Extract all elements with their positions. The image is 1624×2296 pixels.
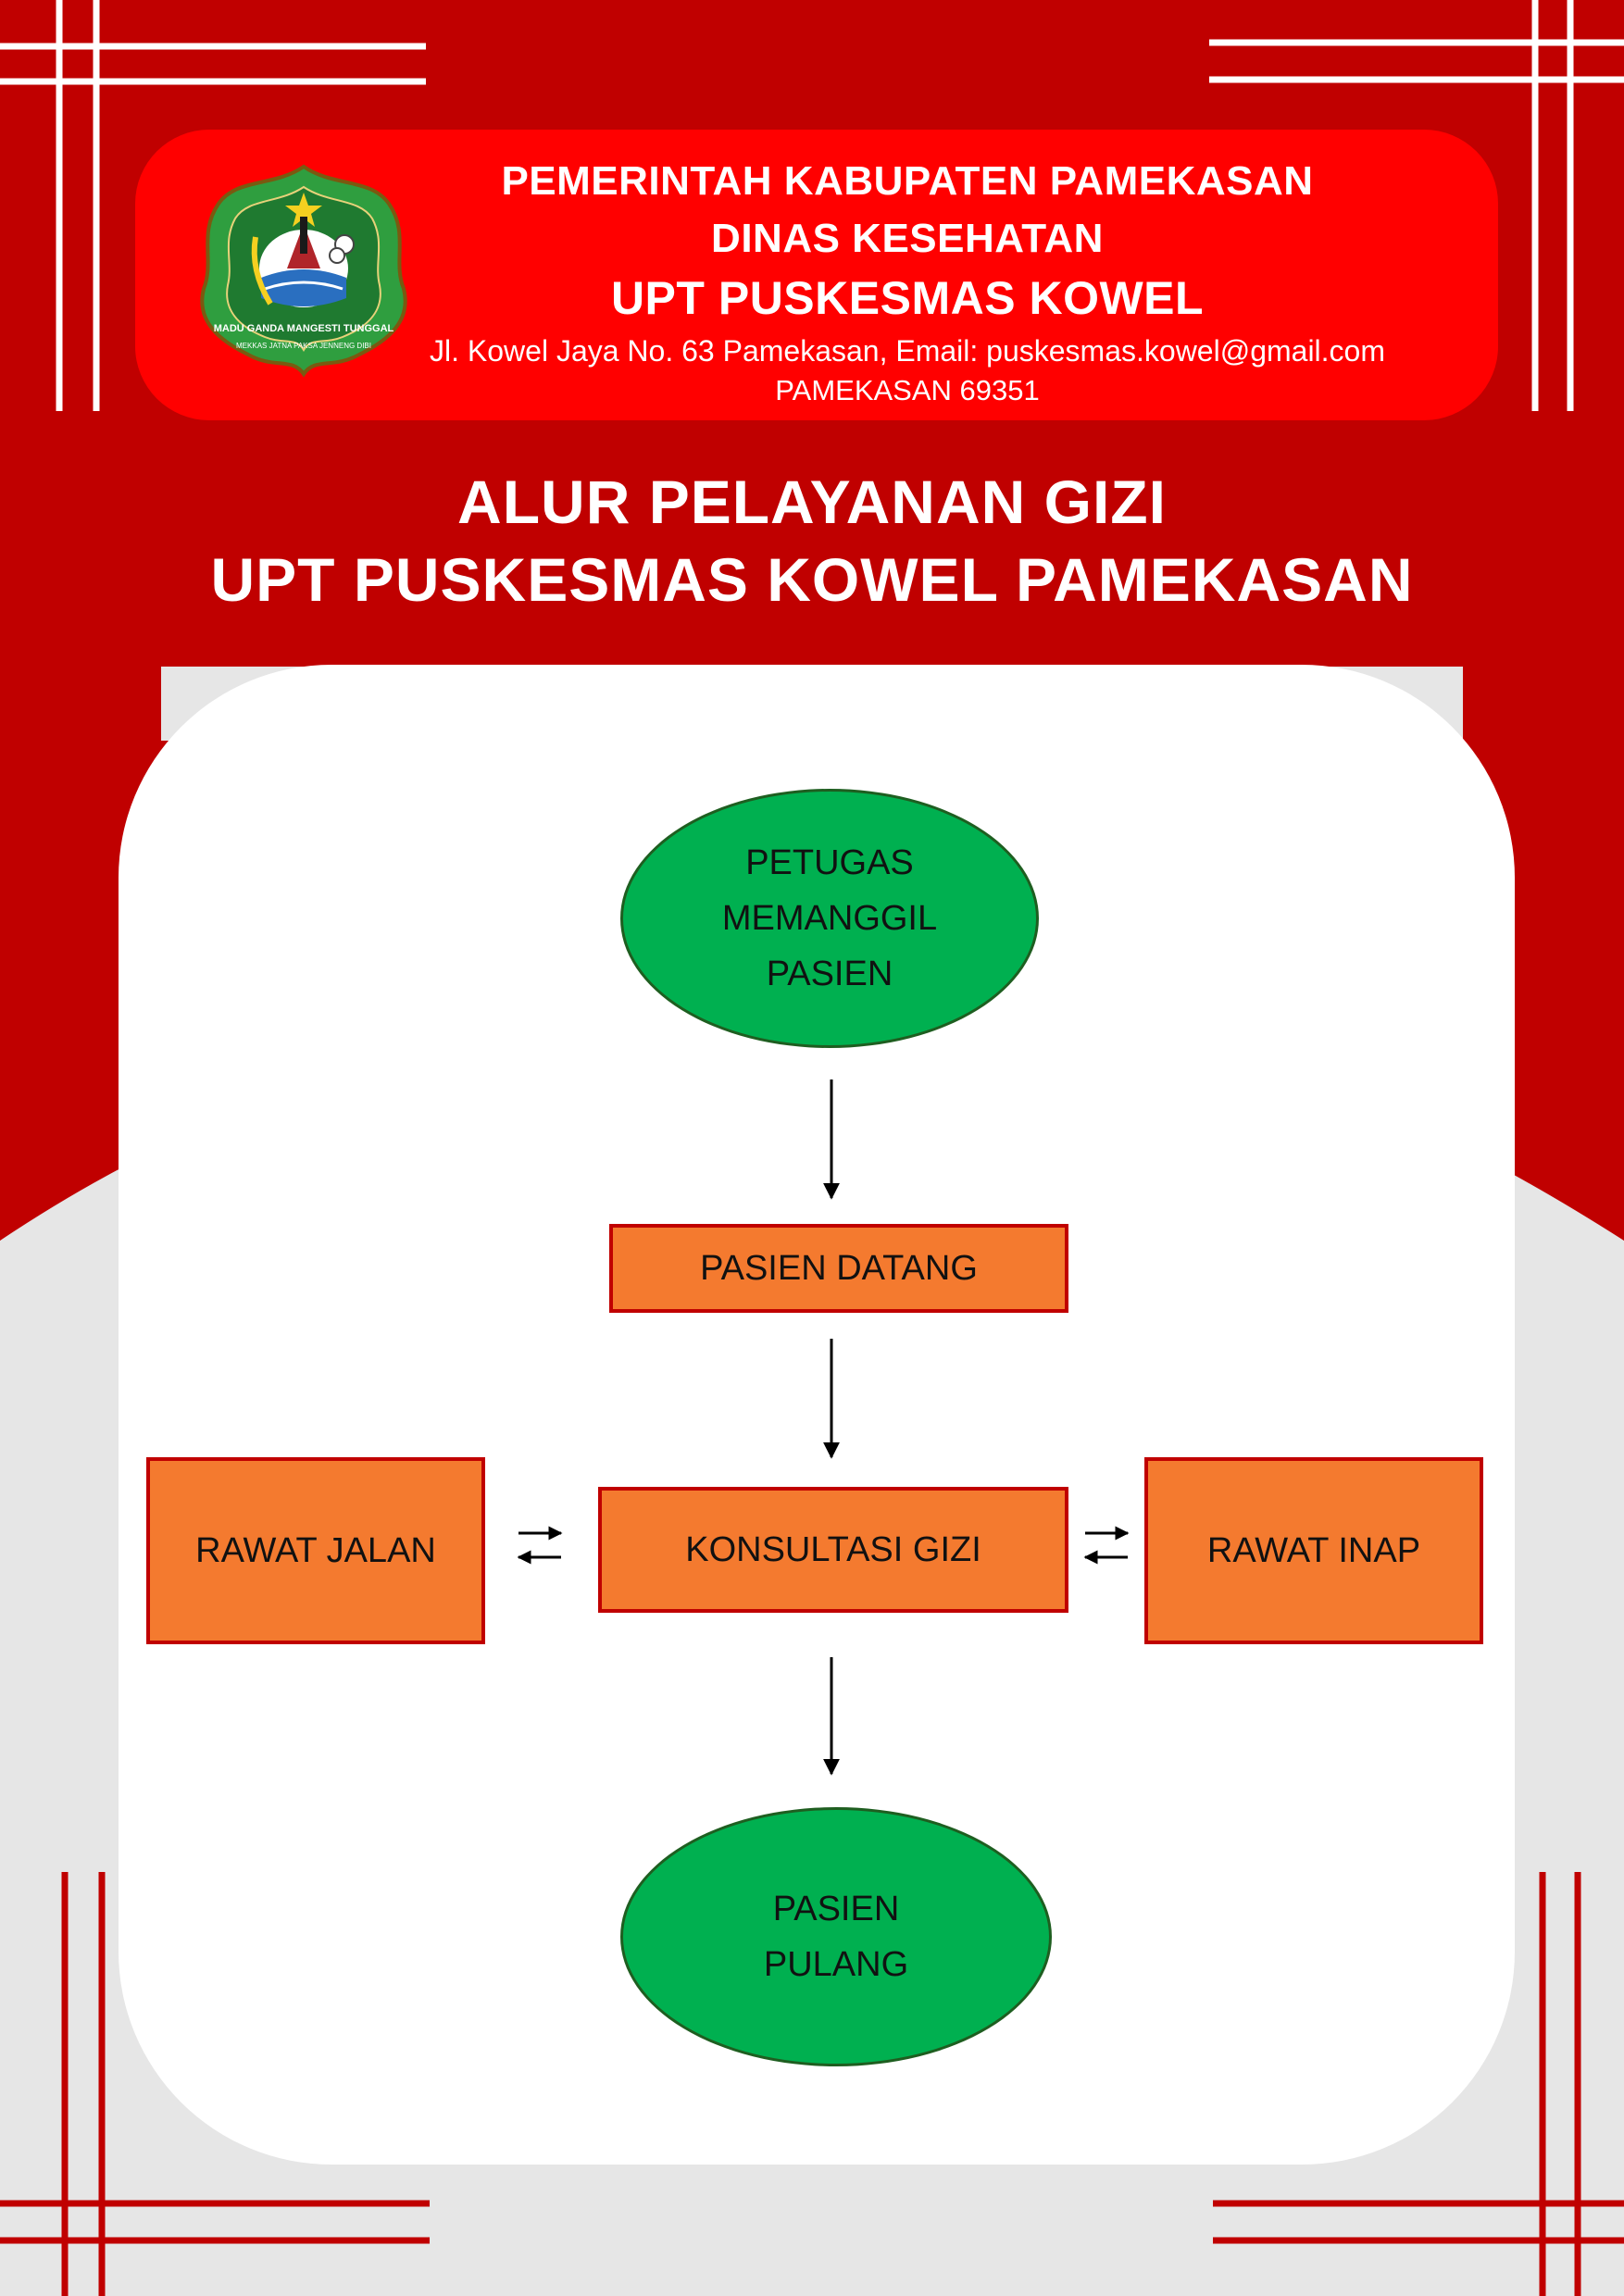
logo-motto-bottom: MEKKAS JATNA PAKSA JENNENG DIBI: [236, 342, 371, 350]
header-government-name: PEMERINTAH KABUPATEN PAMEKASAN: [501, 158, 1314, 204]
header-text-block: [389, 153, 1426, 410]
node-consultation: [598, 1487, 1068, 1613]
node-outpatient: [146, 1457, 485, 1644]
page-title: [0, 463, 1624, 618]
node-outpatient-label: RAWAT JALAN: [195, 1531, 436, 1570]
logo-motto-top: MADU GANDA MANGESTI TUNGGAL: [213, 323, 394, 334]
header-unit-name: UPT PUSKESMAS KOWEL: [610, 272, 1205, 324]
node-arrive-label: PASIEN DATANG: [700, 1249, 978, 1288]
node-inpatient-label: RAWAT INAP: [1206, 1531, 1421, 1570]
page-title-line1: ALUR PELAYANAN GIZI: [457, 468, 1167, 536]
regency-emblem-logo: [194, 159, 413, 378]
node-patient-arrives: [609, 1224, 1068, 1313]
node-end-label: PASIEN PULANG: [763, 1890, 909, 1984]
page-title-line2: UPT PUSKESMAS KOWEL PAMEKASAN: [210, 545, 1414, 614]
node-inpatient: [1144, 1457, 1483, 1644]
node-start-label: PETUGAS MEMANGGIL PASIEN: [721, 843, 938, 993]
node-consult-label: KONSULTASI GIZI: [685, 1530, 981, 1569]
node-start-call-patient: [620, 789, 1039, 1048]
node-end-patient-leaves: [620, 1807, 1052, 2066]
header-address: Jl. Kowel Jaya No. 63 Pamekasan, Email: puskesmas.kowel@gmail.com: [430, 334, 1385, 368]
header-postal: PAMEKASAN 69351: [775, 374, 1040, 406]
header-department-name: DINAS KESEHATAN: [711, 216, 1104, 261]
